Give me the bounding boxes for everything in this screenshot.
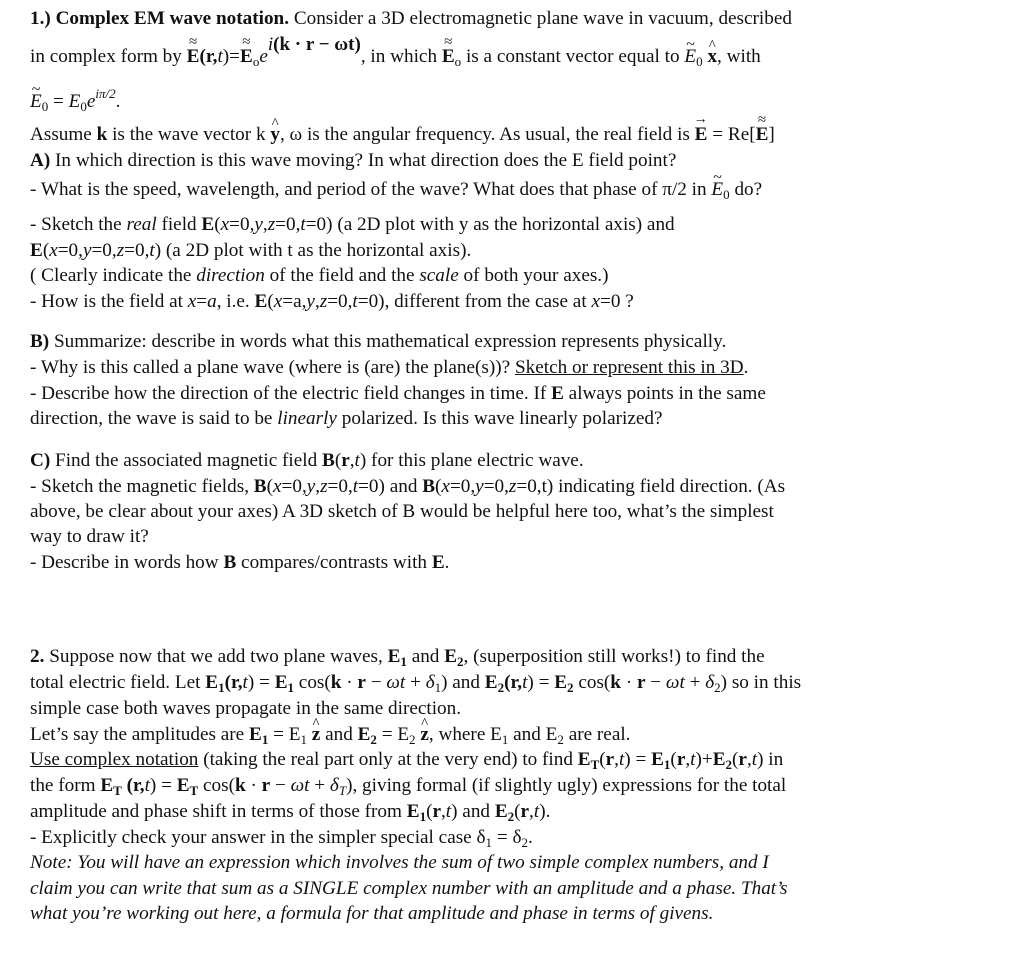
z-unit-vector: ^ z — [312, 723, 321, 747]
part-a-label: A) — [30, 150, 51, 171]
problem-2-number: 2. — [30, 646, 45, 667]
p1-line-14: direction, the wave is said to be linearly polarized. Is this wave linearly polarized? — [30, 408, 663, 429]
complex-field-symbol: ≈ E — [187, 45, 200, 69]
p1-line-11: B) Summarize: describe in words what this mathematical expression represents physically. — [30, 331, 727, 352]
p1-line-10: - How is the field at x=a, i.e. E(x=a,y,z=0,t=0), different from the case at x=0 ? — [30, 291, 634, 312]
p2-note-line-2: claim you can write that sum as a SINGLE complex number with an amplitude and a phase. That’s — [30, 878, 788, 899]
p2-line-6: the form $E_T$ $(r,t) = E_T$ $\cos(k \cdot r - \omega t + \delta_T)$, giving formal (if slightly ugly) expressions for the total — [30, 775, 787, 798]
p2-line-4: Let’s say the amplitudes are $E_1 = E_1$ ^ z and $E_2 = E_2$ ^ z, where $E_1$ and $E_2$ are real. — [30, 723, 630, 752]
p1-line-19: - Describe in words how B compares/contrasts with E. — [30, 552, 450, 573]
p1-line-6: - What is the speed, wavelength, and period of the wave? What does that phase of π/2 in ~ $E_0$ do? — [30, 178, 762, 207]
p1-line-3: ~ $E_0 = E_0e^{i\pi/2}$. — [30, 82, 120, 119]
p1-line-18: way to draw it? — [30, 526, 149, 547]
p2-note-line-3: what you’re working out here, a formula for that amplitude and phase in terms of givens. — [30, 903, 714, 924]
p1-line-12: - Why is this called a plane wave (where is (are) the plane(s))? Sketch or represent this in 3D. — [30, 357, 749, 378]
p2-line-1: 2. Suppose now that we add two plane waves, $E_1$ and $E_2$, (superposition still works!) to find the — [30, 646, 765, 669]
p1-line-2: in complex form by ≈ $E(r,t)=\approx E_oei(k \cdot r - \omega t)$, in which ≈ $E_o$ is a constant vector equal to ~ $E_0$ ^ x, with — [30, 45, 761, 74]
p1-line-17: above, be clear about your axes) A 3D sketch of B would be helpful here too, what’s the simplest — [30, 501, 774, 522]
p1-line-1: 1.) Complex EM wave notation. Consider a 3D electromagnetic plane wave in vacuum, described — [30, 8, 792, 29]
part-b-label: B) — [30, 331, 50, 352]
p2-line-8: - Explicitly check your answer in the simpler special case $\delta_1 = \delta_2$. — [30, 827, 533, 850]
p1-line-8: E(x=0,y=0,z=0,t) (a 2D plot with t as the horizontal axis). — [30, 240, 472, 261]
p2-line-2: total electric field. Let $E_1(r,t) = E_1$ $\cos(k \cdot r - \omega t + \delta_1)$ and $E_2(r,t) = E_2$ $\cos(k \cdot r - \omega t + \delta_2)$ so in this — [30, 672, 802, 695]
p1-line-13: - Describe how the direction of the electric field changes in time. If E always points in the same — [30, 383, 766, 404]
complex-notation-underlined: Use complex notation — [30, 749, 199, 770]
p2-line-7: amplitude and phase shift in terms of those from $E_1(r,t)$ and $E_2(r,t)$. — [30, 801, 551, 824]
x-unit-vector: ^ x — [707, 45, 717, 69]
p1-line-15: C) Find the associated magnetic field B(r,t) for this plane electric wave. — [30, 450, 584, 471]
exponent: i(k · r − ωt) — [267, 34, 361, 55]
part-c-label: C) — [30, 450, 51, 471]
y-unit-vector: ^ y — [270, 123, 280, 147]
p2-line-5: Use complex notation (taking the real part only at the very end) to find $E_T(r,t) = E_1(r,t)+E_2(r,t)$ in — [30, 749, 784, 772]
p2-note-line-1: Note: You will have an expression which involves the sum of two simple complex numbers, and I — [30, 852, 769, 873]
p1-line-7: - Sketch the real field E(x=0,y,z=0,t=0) (a 2D plot with y as the horizontal axis) and — [30, 214, 675, 235]
p1-line-9: ( Clearly indicate the direction of the field and the scale of both your axes.) — [30, 265, 609, 286]
p2-line-3: simple case both waves propagate in the same direction. — [30, 698, 462, 719]
problem-1-number: 1.) — [30, 8, 56, 29]
p1-line-4: Assume k is the wave vector k ^ y, ω is the angular frequency. As usual, the real field is → E = Re[≈ E] — [30, 123, 775, 147]
p1-line-5: A) In which direction is this wave moving? In what direction does the E field point? — [30, 150, 677, 171]
sketch-3d-underlined: Sketch or represent this in 3D — [514, 357, 744, 378]
p1-line-16: - Sketch the magnetic fields, B(x=0,y,z=0,t=0) and B(x=0,y=0,z=0,t) indicating field direction. (As — [30, 476, 786, 497]
problem-1-title: Complex EM wave notation. — [55, 8, 290, 29]
